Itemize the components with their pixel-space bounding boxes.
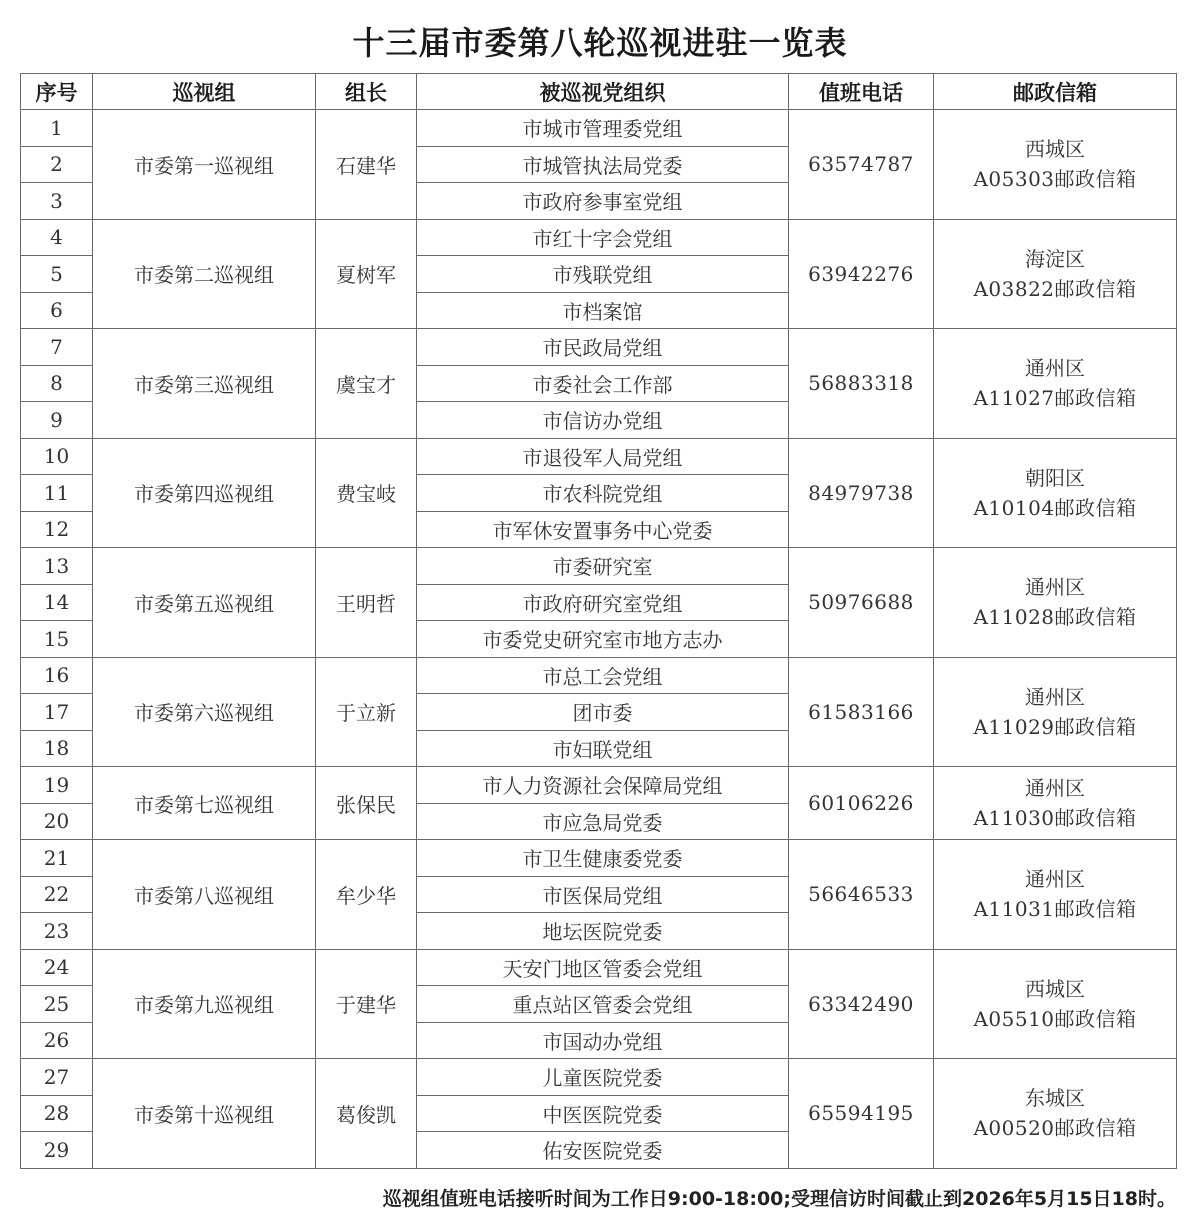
org-cell: 市城市管理委党组 xyxy=(417,110,789,147)
org-cell: 市退役军人局党组 xyxy=(417,438,789,475)
phone-cell: 60106226 xyxy=(789,767,934,840)
page-title: 十三届市委第八轮巡视进驻一览表 xyxy=(352,24,848,62)
leader-cell: 费宝岐 xyxy=(316,438,417,548)
org-cell: 市医保局党组 xyxy=(417,876,789,913)
org-cell: 市人力资源社会保障局党组 xyxy=(417,767,789,804)
seq-cell: 22 xyxy=(21,876,93,913)
table-row xyxy=(21,438,1177,475)
phone-cell: 84979738 xyxy=(789,438,934,548)
mailbox-code: A05510邮政信箱 xyxy=(973,1006,1137,1031)
group-name-cell: 市委第四巡视组 xyxy=(93,438,316,548)
seq-cell: 12 xyxy=(21,511,93,548)
table-row xyxy=(21,949,1177,986)
seq-cell: 20 xyxy=(21,803,93,840)
mailbox-district: 通州区 xyxy=(1025,684,1085,709)
seq-cell: 25 xyxy=(21,986,93,1023)
group-name-cell: 市委第七巡视组 xyxy=(93,767,316,840)
leader-cell: 夏树军 xyxy=(316,219,417,329)
seq-cell: 1 xyxy=(21,110,93,147)
mailbox-district: 西城区 xyxy=(1025,137,1085,162)
mailbox-district: 通州区 xyxy=(1025,776,1085,800)
mailbox-district: 东城区 xyxy=(1025,1086,1085,1111)
seq-cell: 23 xyxy=(21,913,93,950)
seq-cell: 4 xyxy=(21,219,93,256)
header-seq: 序号 xyxy=(21,74,93,110)
mailbox-cell xyxy=(934,767,1177,840)
org-cell: 天安门地区管委会党组 xyxy=(417,949,789,986)
mailbox-district: 通州区 xyxy=(1025,867,1085,892)
table-row xyxy=(21,840,1177,877)
org-cell: 市信访办党组 xyxy=(417,402,789,439)
seq-cell: 27 xyxy=(21,1059,93,1096)
leader-cell: 虞宝才 xyxy=(316,329,417,439)
mailbox-code: A11027邮政信箱 xyxy=(973,386,1137,411)
seq-cell: 2 xyxy=(21,146,93,183)
org-cell: 市军休安置事务中心党委 xyxy=(417,511,789,548)
org-cell: 市总工会党组 xyxy=(417,657,789,694)
leader-cell: 石建华 xyxy=(316,110,417,220)
phone-cell: 63574787 xyxy=(789,110,934,220)
mailbox-cell xyxy=(934,840,1177,950)
leader-cell: 王明哲 xyxy=(316,548,417,658)
table-row xyxy=(21,657,1177,694)
table-row xyxy=(21,1059,1177,1096)
org-cell: 市政府参事室党组 xyxy=(417,183,789,220)
leader-cell: 于建华 xyxy=(316,949,417,1059)
seq-cell: 10 xyxy=(21,438,93,475)
seq-cell: 17 xyxy=(21,694,93,731)
header-org: 被巡视党组织 xyxy=(417,74,789,110)
mailbox-cell xyxy=(934,657,1177,767)
phone-cell: 61583166 xyxy=(789,657,934,767)
header-group: 巡视组 xyxy=(93,74,316,110)
header-mailbox: 邮政信箱 xyxy=(934,74,1177,110)
org-cell: 市农科院党组 xyxy=(417,475,789,512)
mailbox-district: 西城区 xyxy=(1025,976,1085,1001)
seq-cell: 28 xyxy=(21,1095,93,1132)
seq-cell: 24 xyxy=(21,949,93,986)
org-cell: 重点站区管委会党组 xyxy=(417,986,789,1023)
table-header-row xyxy=(21,74,1177,110)
table-row xyxy=(21,329,1177,366)
mailbox-code: A05303邮政信箱 xyxy=(973,167,1137,192)
seq-cell: 5 xyxy=(21,256,93,293)
seq-cell: 19 xyxy=(21,767,93,804)
mailbox-cell xyxy=(934,548,1177,658)
seq-cell: 26 xyxy=(21,1022,93,1059)
seq-cell: 9 xyxy=(21,402,93,439)
phone-cell: 56883318 xyxy=(789,329,934,439)
seq-cell: 11 xyxy=(21,475,93,512)
org-cell: 市应急局党委 xyxy=(417,803,789,840)
table-row xyxy=(21,548,1177,585)
group-name-cell: 市委第三巡视组 xyxy=(93,329,316,439)
seq-cell: 14 xyxy=(21,584,93,621)
mailbox-district: 海淀区 xyxy=(1025,246,1085,271)
header-leader: 组长 xyxy=(316,74,417,110)
phone-cell: 63942276 xyxy=(789,219,934,329)
leader-cell: 张保民 xyxy=(316,767,417,840)
mailbox-code: A11029邮政信箱 xyxy=(973,714,1137,739)
org-cell: 佑安医院党委 xyxy=(417,1132,789,1169)
leader-cell: 牟少华 xyxy=(316,840,417,950)
org-cell: 地坛医院党委 xyxy=(417,913,789,950)
seq-cell: 29 xyxy=(21,1132,93,1169)
inspection-table xyxy=(20,73,1177,1169)
mailbox-district: 通州区 xyxy=(1025,575,1085,600)
group-name-cell: 市委第九巡视组 xyxy=(93,949,316,1059)
org-cell: 团市委 xyxy=(417,694,789,731)
seq-cell: 6 xyxy=(21,292,93,329)
mailbox-cell xyxy=(934,438,1177,548)
mailbox-code: A03822邮政信箱 xyxy=(973,276,1137,301)
mailbox-cell xyxy=(934,1059,1177,1169)
mailbox-code: A11030邮政信箱 xyxy=(973,806,1137,830)
leader-cell: 于立新 xyxy=(316,657,417,767)
org-cell: 儿童医院党委 xyxy=(417,1059,789,1096)
table-row xyxy=(21,767,1177,804)
mailbox-cell xyxy=(934,329,1177,439)
mailbox-district: 朝阳区 xyxy=(1025,465,1085,490)
org-cell: 市政府研究室党组 xyxy=(417,584,789,621)
seq-cell: 15 xyxy=(21,621,93,658)
org-cell: 市国动办党组 xyxy=(417,1022,789,1059)
header-phone: 值班电话 xyxy=(789,74,934,110)
phone-cell: 56646533 xyxy=(789,840,934,950)
org-cell: 市妇联党组 xyxy=(417,730,789,767)
org-cell: 中医医院党委 xyxy=(417,1095,789,1132)
org-cell: 市档案馆 xyxy=(417,292,789,329)
group-name-cell: 市委第五巡视组 xyxy=(93,548,316,658)
org-cell: 市委党史研究室市地方志办 xyxy=(417,621,789,658)
footnote: 巡视组值班电话接听时间为工作日9:00-18:00;受理信访时间截止到2026年5月15日18时。 xyxy=(382,1188,1176,1210)
group-name-cell: 市委第十巡视组 xyxy=(93,1059,316,1169)
table-row xyxy=(21,110,1177,147)
group-name-cell: 市委第一巡视组 xyxy=(93,110,316,220)
seq-cell: 13 xyxy=(21,548,93,585)
mailbox-cell xyxy=(934,110,1177,220)
org-cell: 市委研究室 xyxy=(417,548,789,585)
org-cell: 市城管执法局党委 xyxy=(417,146,789,183)
mailbox-cell xyxy=(934,949,1177,1059)
org-cell: 市残联党组 xyxy=(417,256,789,293)
seq-cell: 8 xyxy=(21,365,93,402)
leader-cell: 葛俊凯 xyxy=(316,1059,417,1169)
seq-cell: 7 xyxy=(21,329,93,366)
seq-cell: 21 xyxy=(21,840,93,877)
mailbox-code: A11031邮政信箱 xyxy=(973,897,1137,922)
mailbox-cell xyxy=(934,219,1177,329)
org-cell: 市红十字会党组 xyxy=(417,219,789,256)
org-cell: 市委社会工作部 xyxy=(417,365,789,402)
group-name-cell: 市委第八巡视组 xyxy=(93,840,316,950)
phone-cell: 63342490 xyxy=(789,949,934,1059)
phone-cell: 65594195 xyxy=(789,1059,934,1169)
mailbox-district: 通州区 xyxy=(1025,356,1085,381)
seq-cell: 3 xyxy=(21,183,93,220)
table-row xyxy=(21,219,1177,256)
seq-cell: 18 xyxy=(21,730,93,767)
group-name-cell: 市委第六巡视组 xyxy=(93,657,316,767)
mailbox-code: A00520邮政信箱 xyxy=(973,1116,1137,1141)
org-cell: 市卫生健康委党委 xyxy=(417,840,789,877)
phone-cell: 50976688 xyxy=(789,548,934,658)
mailbox-code: A10104邮政信箱 xyxy=(973,495,1137,520)
seq-cell: 16 xyxy=(21,657,93,694)
group-name-cell: 市委第二巡视组 xyxy=(93,219,316,329)
mailbox-code: A11028邮政信箱 xyxy=(973,605,1137,630)
org-cell: 市民政局党组 xyxy=(417,329,789,366)
